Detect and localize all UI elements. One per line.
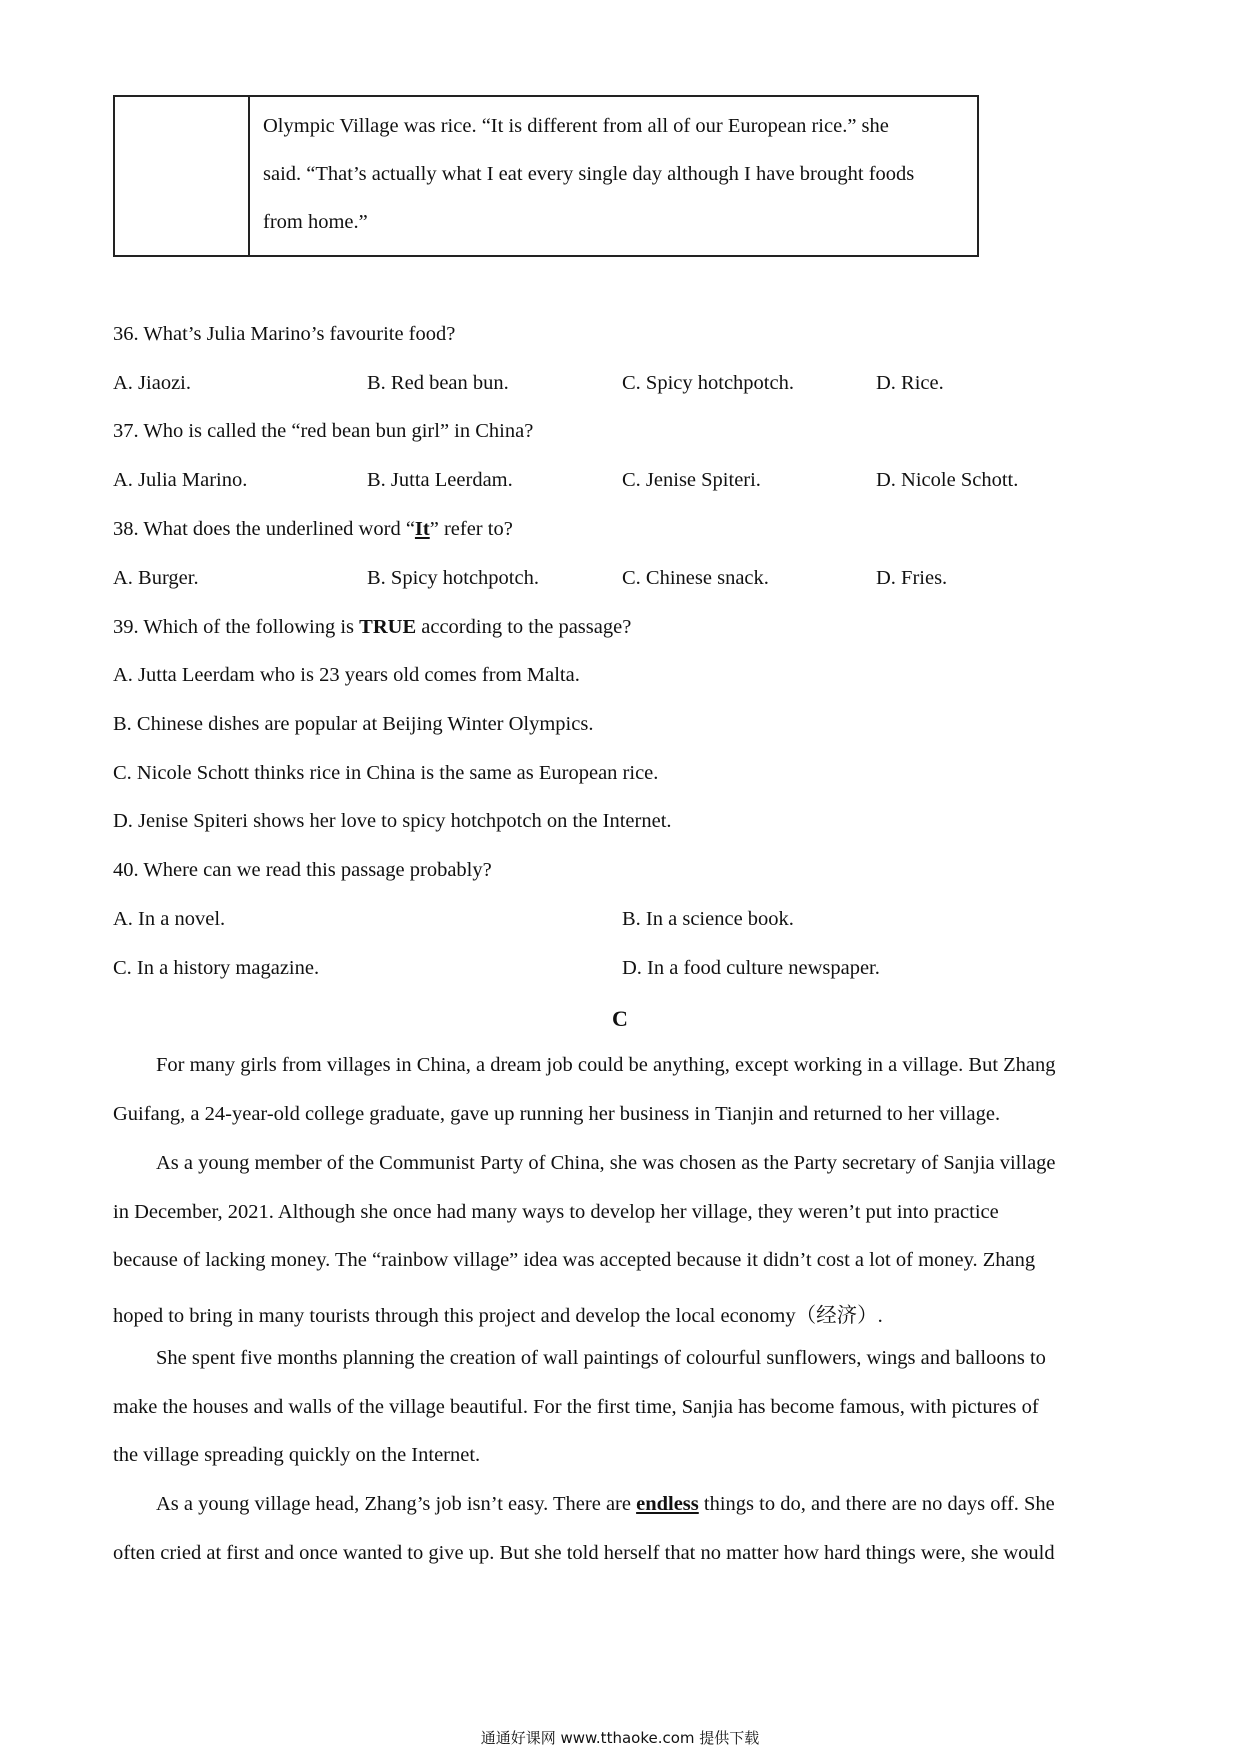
q39-option-c: C. Nicole Schott thinks rice in China is the same as European rice. [113,762,659,784]
passage-line: in December, 2021. Although she once had many ways to develop her village, they weren’t put into practice [113,1201,999,1223]
passage-line: the village spreading quickly on the Internet. [113,1444,481,1466]
q38-option-b: B. Spicy hotchpotch. [367,567,539,589]
q36-option-a: A. Jiaozi. [113,372,191,394]
q38-stem-post: ” refer to? [429,518,513,540]
q40-option-d: D. In a food culture newspaper. [622,957,880,979]
section-heading: C [612,1006,628,1031]
q39-option-b: B. Chinese dishes are popular at Beijing Winter Olympics. [113,713,594,735]
q36-option-b: B. Red bean bun. [367,372,509,394]
q39-option-d: D. Jenise Spiteri shows her love to spicy hotchpotch on the Internet. [113,810,672,832]
passage-line: often cried at first and once wanted to give up. But she told herself that no matter how hard things were, she would [113,1542,1055,1564]
passage-table [113,95,979,257]
q39-stem-pre: 39. Which of the following is [113,616,360,638]
table-line: Olympic Village was rice. “It is different from all of our European rice.” she [263,115,889,137]
question-38-stem [113,518,513,541]
passage-line: hoped to bring in many tourists through this project and develop the local economy（经济）. [113,1305,883,1327]
q39-stem-bold: TRUE [359,616,417,638]
passage-line: Guifang, a 24-year-old college graduate, gave up running her business in Tianjin and returned to her village. [113,1103,1001,1125]
question-36-stem: 36. What’s Julia Marino’s favourite food? [113,323,456,345]
passage-line: For many girls from villages in China, a dream job could be anything, except working in a village. But Zhang [156,1054,1056,1076]
q39-stem-post: according to the passage? [416,616,632,638]
p4-pre: As a young village head, Zhang’s job isn’t easy. There are [156,1493,637,1515]
q38-option-d: D. Fries. [876,567,948,589]
q40-option-a: A. In a novel. [113,908,226,930]
q37-option-c: C. Jenise Spiteri. [622,469,761,491]
passage-line: As a young member of the Communist Party of China, she was chosen as the Party secretary of Sanjia village [156,1152,1056,1174]
question-39-stem [113,616,631,639]
q37-option-d: D. Nicole Schott. [876,469,1019,491]
q39-option-a: A. Jutta Leerdam who is 23 years old comes from Malta. [113,664,580,686]
passage-line [156,1493,1055,1516]
passage-line: She spent five months planning the creation of wall paintings of colourful sunflowers, wings and balloons to [156,1347,1046,1369]
q40-option-b: B. In a science book. [622,908,794,930]
question-40-stem: 40. Where can we read this passage probably? [113,859,492,881]
q38-stem-pre: 38. What does the underlined word “ [113,518,415,540]
underlined-word-endless: endless [636,1493,699,1515]
q36-option-d: D. Rice. [876,372,944,394]
passage-line: because of lacking money. The “rainbow village” idea was accepted because it didn’t cost a lot of money. Zhang [113,1249,1036,1271]
q37-option-b: B. Jutta Leerdam. [367,469,513,491]
page-footer: 通通好课网 www.tthaoke.com 提供下载 [480,1729,760,1747]
q40-option-c: C. In a history magazine. [113,957,320,979]
q36-option-c: C. Spicy hotchpotch. [622,372,794,394]
question-37-stem: 37. Who is called the “red bean bun girl” in China? [113,420,534,442]
q38-option-c: C. Chinese snack. [622,567,769,589]
q38-underlined-word: It [414,518,430,540]
table-divider [248,97,250,255]
passage-line: make the houses and walls of the village beautiful. For the first time, Sanjia has become famous, with pictures of [113,1396,1039,1418]
q38-option-a: A. Burger. [113,567,199,589]
table-line: said. “That’s actually what I eat every single day although I have brought foods [263,163,915,185]
table-line: from home.” [263,211,368,233]
p4-post: things to do, and there are no days off. She [698,1493,1055,1515]
q37-option-a: A. Julia Marino. [113,469,248,491]
